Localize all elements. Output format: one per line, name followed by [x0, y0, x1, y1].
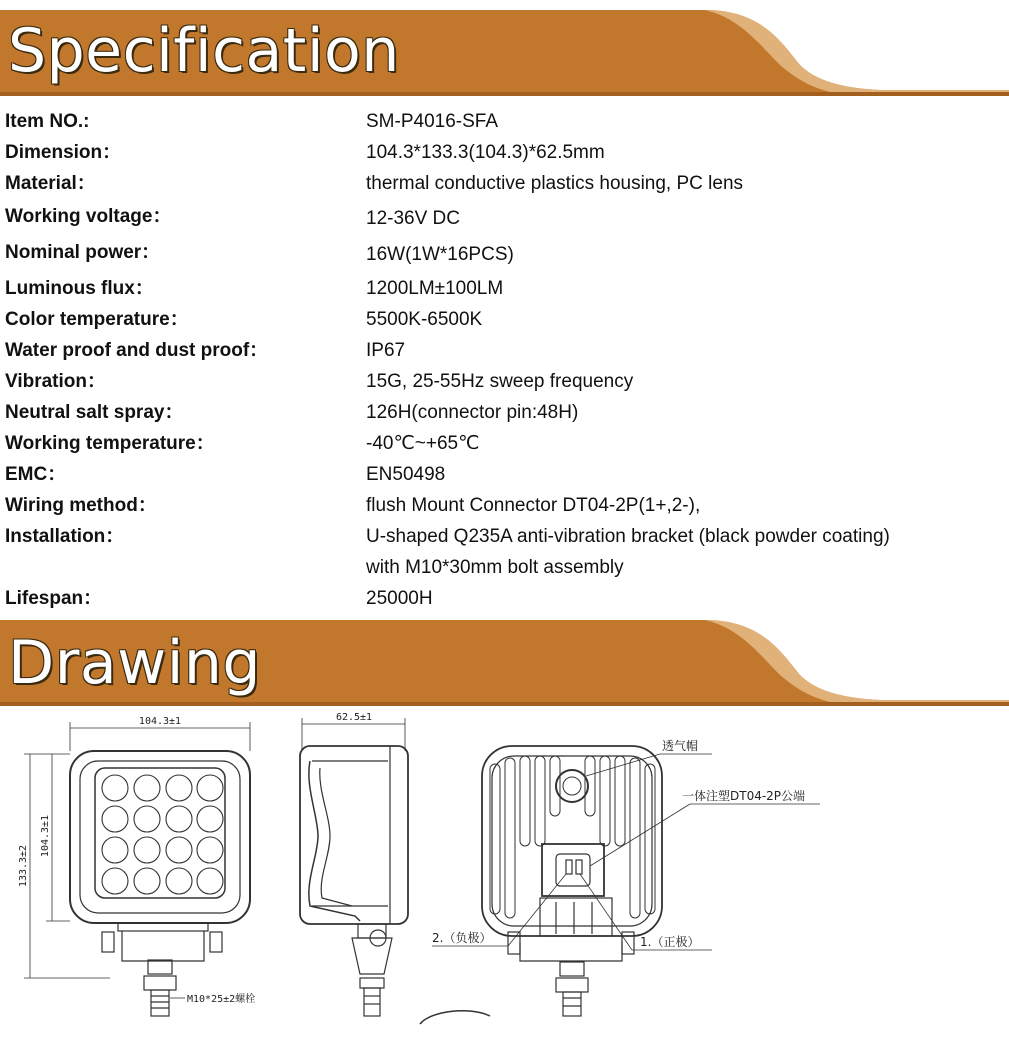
drawing-canvas [0, 706, 1009, 1064]
side-depth-dim: 62.5±1 [335, 712, 373, 723]
spec-value: 16W(1W*16PCS) [366, 244, 514, 265]
spec-value: with M10*30mm bolt assembly [366, 557, 624, 578]
spec-value: U-shaped Q235A anti-vibration bracket (black powder coating) [366, 526, 890, 547]
spec-value: 1200LM±100LM [366, 278, 504, 299]
spec-value: EN50498 [366, 464, 446, 485]
vent-cap-label: 透气帽 [662, 739, 699, 753]
spec-value: thermal conductive plastics housing, PC lens [366, 173, 744, 194]
spec-label: Working temperature： [5, 433, 215, 454]
front-view [24, 722, 250, 1016]
spec-label: Item NO.: [5, 111, 90, 132]
spec-value: SM-P4016-SFA [366, 111, 498, 132]
spec-label: Vibration： [5, 371, 106, 392]
connector-label: 一体注塑DT04-2P公端 [682, 789, 806, 803]
spec-value: 5500K-6500K [366, 309, 483, 330]
spec-label: Wiring method： [5, 495, 157, 516]
technical-drawing [0, 706, 1009, 1064]
spec-value: flush Mount Connector DT04-2P(1+,2-), [366, 495, 701, 516]
drawing-title: Drawing [8, 628, 261, 698]
spec-label: Lifespan： [5, 588, 103, 609]
spec-value: 12-36V DC [366, 208, 460, 229]
spec-label: Water proof and dust proof： [5, 340, 269, 361]
spec-value: -40℃~+65℃ [366, 433, 480, 454]
front-width-dim: 104.3±1 [138, 716, 182, 727]
specification-title: Specification [8, 16, 400, 86]
positive-terminal-label: 1.（正极） [640, 935, 700, 949]
front-height-outer-dim: 133.3±2 [18, 844, 29, 888]
front-height-inner-dim: 104.3±1 [40, 814, 51, 858]
negative-terminal-label: 2.（负极） [432, 931, 492, 945]
specification-banner [0, 10, 1009, 96]
spec-value: 126H(connector pin:48H) [366, 402, 579, 423]
spec-label: Material： [5, 173, 96, 194]
spec-label: Neutral salt spray： [5, 402, 184, 423]
spec-value: 104.3*133.3(104.3)*62.5mm [366, 142, 605, 163]
spec-label: Dimension： [5, 142, 122, 163]
spec-label: EMC： [5, 464, 67, 485]
spec-value: 15G, 25-55Hz sweep frequency [366, 371, 634, 392]
spec-label: Installation： [5, 526, 125, 547]
side-view [300, 718, 408, 1016]
spec-value: IP67 [366, 340, 406, 361]
drawing-banner [0, 620, 1009, 706]
spec-value: 25000H [366, 588, 433, 609]
back-view [432, 746, 820, 1016]
spec-label: Luminous flux： [5, 278, 154, 299]
spec-label: Nominal power： [5, 242, 161, 263]
spec-label: Color temperature： [5, 309, 189, 330]
spec-label: Working voltage： [5, 206, 172, 227]
bolt-dim: M10*25±2螺栓 [187, 994, 256, 1005]
